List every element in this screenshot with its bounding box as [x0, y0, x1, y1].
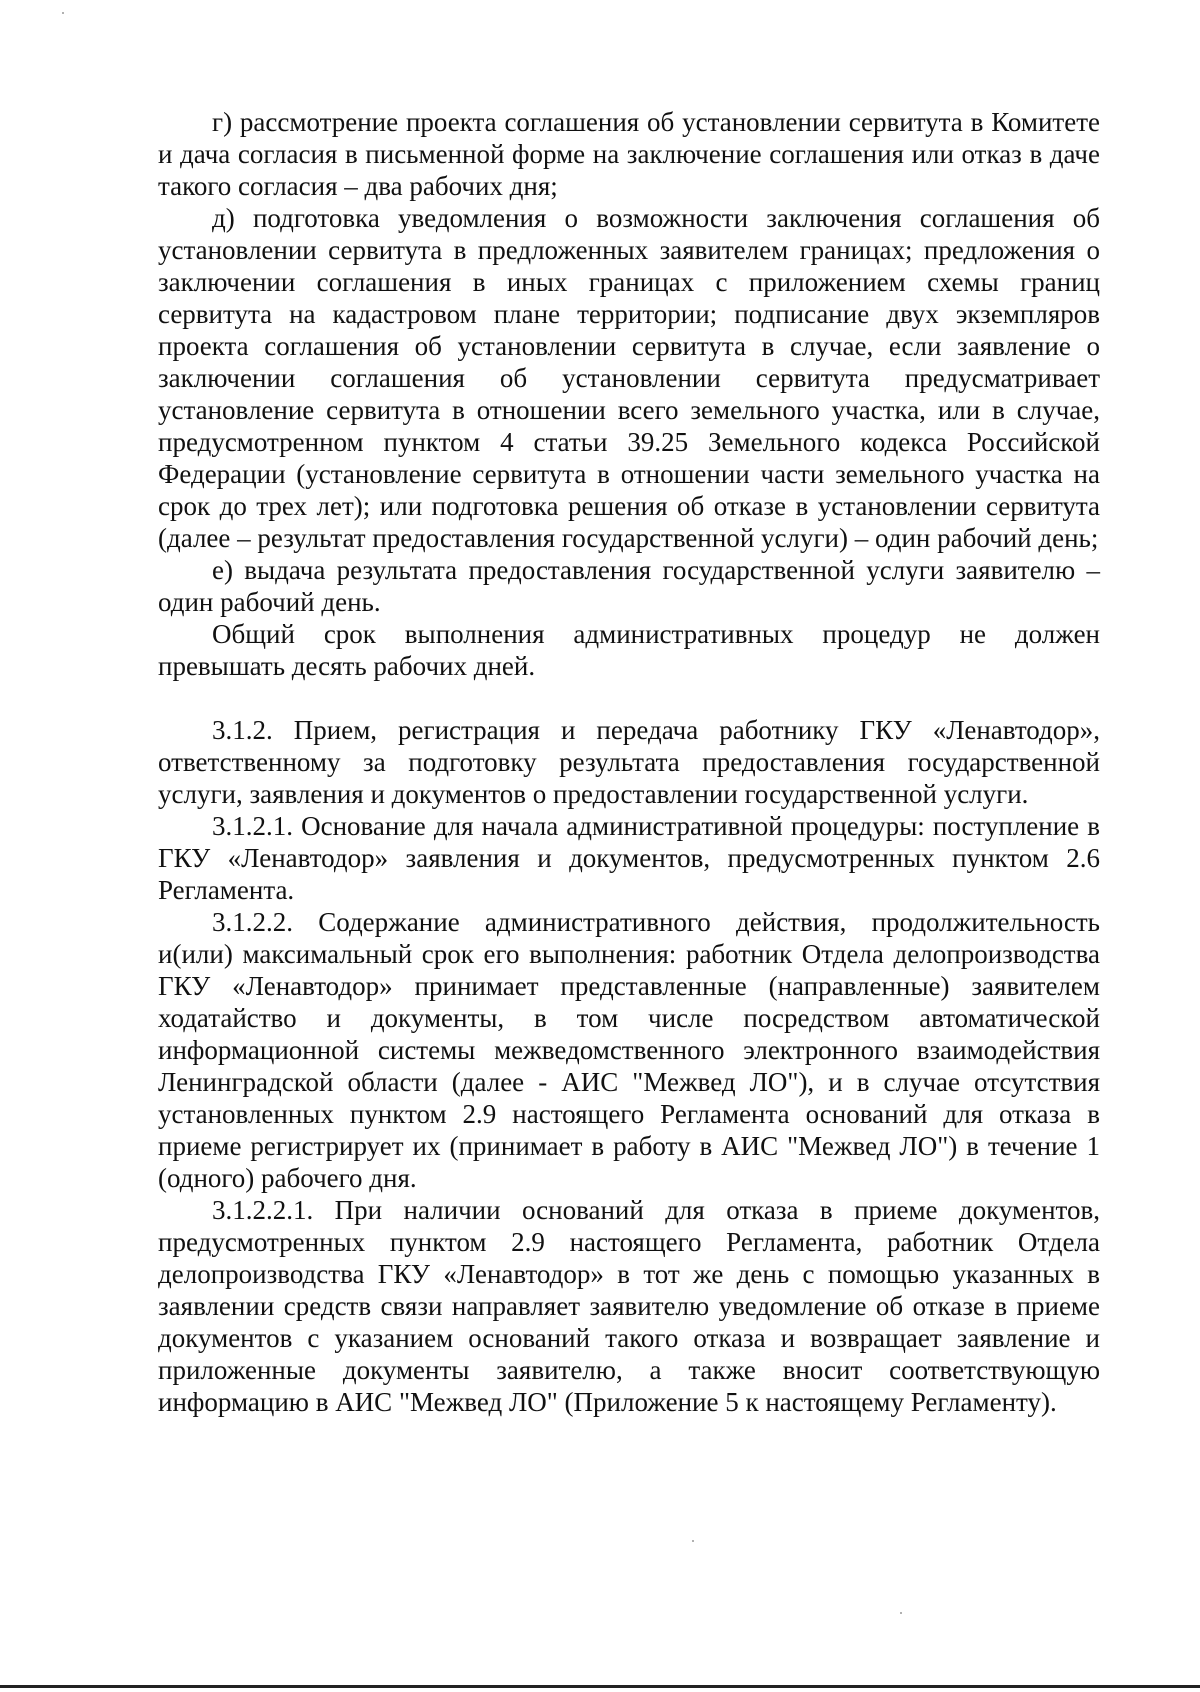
paragraph-spacer [158, 682, 1100, 714]
paragraph-3-1-2-2: 3.1.2.2. Содержание административного действия, продолжительность и(или) максимальный срок его выполнения: работник Отдела делопроизводства ГКУ «Ленавтодор» принимает представленные (направленные) заявителем ходатайство и документы, в том числе посредством автоматической информационной системы межведомственного электронного взаимодействия Ленинградской области (далее - АИС "Межвед ЛО"), и в случае отсутствия установленных пунктом 2.9 настоящего Регламента оснований для отказа в приеме регистрирует их (принимает в работу в АИС "Межвед ЛО") в течение 1 (одного) рабочего дня. [158, 907, 1100, 1193]
scan-speck [900, 1612, 902, 1614]
paragraph-d: д) подготовка уведомления о возможности заключения соглашения об установлении сервитута в предложенных заявителем границах; предложения о заключении соглашения в иных границах с приложением схемы границ сервитута на кадастровом плане территории; подписание двух экземпляров проекта соглашения об установлении сервитута в случае, если заявление о заключении соглашения об установлении сервитута предусматривает установление сервитута в отношении всего земельного участка, или в случае, предусмотренном пунктом 4 статьи 39.25 Земельного кодекса Российской Федерации (установление сервитута в отношении части земельного участка на срок до трех лет); или подготовка решения об отказе в установлении сервитута (далее – результат предоставления государственной услуги) – один рабочий день; [158, 203, 1100, 553]
page-bottom-edge [0, 1685, 1200, 1688]
paragraph-3-1-2-1: 3.1.2.1. Основание для начала административной процедуры: поступление в ГКУ «Ленавтодор» заявления и документов, предусмотренных пунктом 2.6 Регламента. [158, 811, 1100, 905]
paragraph-3-1-2: 3.1.2. Прием, регистрация и передача работнику ГКУ «Ленавтодор», ответственному за подготовку результата предоставления государственной услуги, заявления и документов о предоставлении государственной услуги. [158, 715, 1100, 809]
scan-speck [692, 1540, 694, 1542]
paragraph-3-1-2-2-1: 3.1.2.2.1. При наличии оснований для отказа в приеме документов, предусмотренных пунктом 2.9 настоящего Регламента, работник Отдела делопроизводства ГКУ «Ленавтодор» в тот же день с помощью указанных в заявлении средств связи направляет заявителю уведомление об отказе в приеме документов с указанием оснований такого отказа и возвращает заявление и приложенные документы заявителю, а также вносит соответствующую информацию в АИС "Межвед ЛО" (Приложение 5 к настоящему Регламенту). [158, 1195, 1100, 1417]
paragraph-g: г) рассмотрение проекта соглашения об установлении сервитута в Комитете и дача согласия в письменной форме на заключение соглашения или отказ в даче такого согласия – два рабочих дня; [158, 107, 1100, 201]
paragraph-e: е) выдача результата предоставления государственной услуги заявителю – один рабочий день. [158, 555, 1100, 617]
paragraph-total-term: Общий срок выполнения административных процедур не должен превышать десять рабочих дней. [158, 619, 1100, 681]
scan-speck [62, 12, 64, 14]
document-body [158, 106, 1100, 1418]
